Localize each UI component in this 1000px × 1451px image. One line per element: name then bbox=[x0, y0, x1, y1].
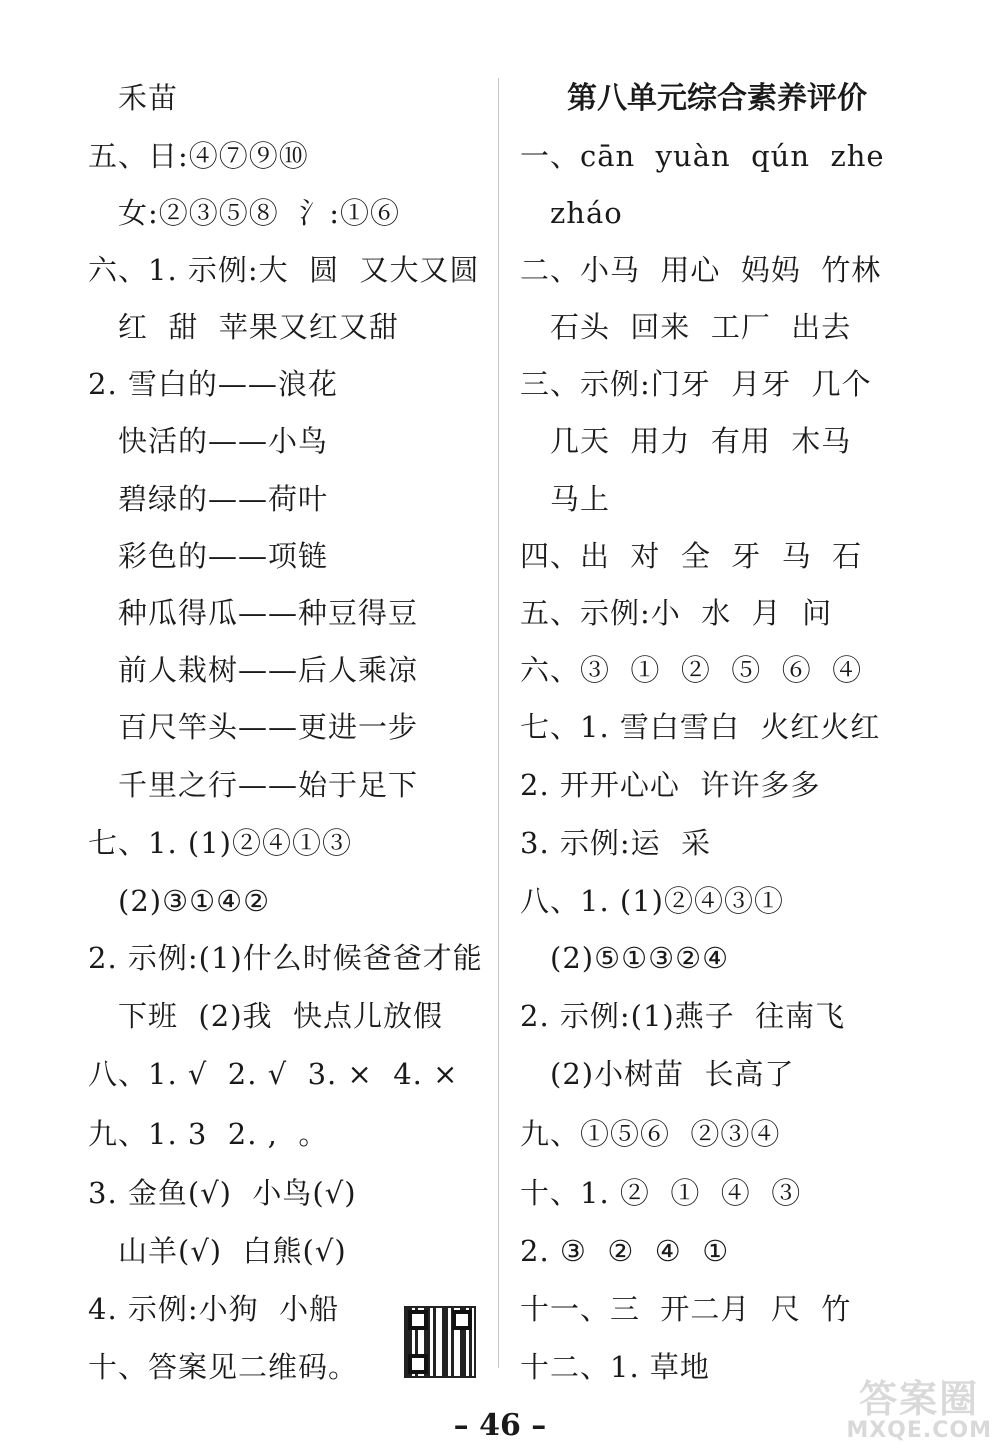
answer-line: 一、cān yuàn qún zhe bbox=[520, 139, 885, 173]
column-divider bbox=[498, 78, 499, 1368]
site-watermark bbox=[846, 1379, 992, 1443]
answer-line: 3. 金鱼(√) 小鸟(√) bbox=[88, 1176, 357, 1210]
answer-line: 女:②③⑤⑧ 氵:①⑥ bbox=[118, 196, 400, 230]
answer-line: 千里之行——始于足下 bbox=[118, 768, 419, 802]
answer-line: 2. 开开心心 许许多多 bbox=[520, 768, 821, 802]
section-title: 第八单元综合素养评价 bbox=[567, 81, 867, 116]
watermark-url: MXQE.COM bbox=[846, 1418, 992, 1443]
answer-line: 马上 bbox=[550, 482, 611, 516]
answer-line: 四、出 对 全 牙 马 石 bbox=[520, 539, 863, 573]
answer-line: 三、示例:门牙 月牙 几个 bbox=[520, 367, 872, 401]
qr-code-image bbox=[404, 1306, 476, 1378]
answer-line: 前人栽树——后人乘凉 bbox=[118, 653, 419, 687]
answer-line: 十、1. ② ① ④ ③ bbox=[520, 1176, 802, 1210]
watermark-logo-text: 答案圈 bbox=[859, 1377, 980, 1421]
answer-line: 石头 回来 工厂 出去 bbox=[550, 310, 852, 344]
answer-line: 五、示例:小 水 月 问 bbox=[520, 596, 833, 630]
answer-line: 九、1. 3 2. , 。 bbox=[88, 1117, 329, 1151]
answer-line: 禾苗 bbox=[118, 81, 179, 115]
answer-line: 碧绿的——荷叶 bbox=[118, 482, 329, 516]
answer-line: 下班 (2)我 快点儿放假 bbox=[118, 999, 443, 1033]
answer-line: 几天 用力 有用 木马 bbox=[550, 424, 852, 458]
answer-line: 4. 示例:小狗 小船 bbox=[88, 1292, 340, 1326]
answer-line: 六、1. 示例:大 圆 又大又圆 bbox=[88, 253, 480, 287]
answer-line: 山羊(√) 白熊(√) bbox=[118, 1234, 347, 1268]
answer-line: (2)小树苗 长高了 bbox=[550, 1057, 795, 1091]
answer-line: 2. 示例:(1)燕子 往南飞 bbox=[520, 999, 846, 1033]
answer-line: 3. 示例:运 采 bbox=[520, 826, 712, 860]
answer-line: 十一、三 开二月 尺 竹 bbox=[520, 1292, 852, 1326]
answer-line: 彩色的——项链 bbox=[118, 539, 329, 573]
answer-line: 2. 雪白的——浪花 bbox=[88, 367, 338, 401]
answer-line: 十、答案见二维码。 bbox=[88, 1350, 359, 1384]
answer-line: 六、③ ① ② ⑤ ⑥ ④ bbox=[520, 653, 863, 687]
answer-line: 七、1. 雪白雪白 火红火红 bbox=[520, 710, 881, 744]
answer-line: 2. 示例:(1)什么时候爸爸才能 bbox=[88, 941, 483, 975]
answer-line: 八、1. √ 2. √ 3. × 4. × bbox=[88, 1057, 459, 1091]
answer-line: (2)③①④② bbox=[118, 884, 271, 918]
answer-line: 百尺竿头——更进一步 bbox=[118, 710, 419, 744]
answer-line: 十二、1. 草地 bbox=[520, 1350, 710, 1384]
answer-line: 种瓜得瓜——种豆得豆 bbox=[118, 596, 419, 630]
answer-line: zháo bbox=[550, 196, 623, 230]
answer-line: 快活的——小鸟 bbox=[118, 424, 329, 458]
answer-line: 红 甜 苹果又红又甜 bbox=[118, 310, 399, 344]
answer-line: (2)⑤①③②④ bbox=[550, 941, 730, 975]
answer-line: 八、1. (1)②④③① bbox=[520, 884, 784, 918]
answer-line: 2. ③ ② ④ ① bbox=[520, 1234, 730, 1268]
answer-line: 七、1. (1)②④①③ bbox=[88, 826, 352, 860]
answer-line: 五、日:④⑦⑨⑩ bbox=[88, 139, 309, 173]
page-number: – 46 – bbox=[453, 1408, 547, 1443]
answer-line: 二、小马 用心 妈妈 竹林 bbox=[520, 253, 882, 287]
answer-line: 九、①⑤⑥ ②③④ bbox=[520, 1117, 781, 1151]
